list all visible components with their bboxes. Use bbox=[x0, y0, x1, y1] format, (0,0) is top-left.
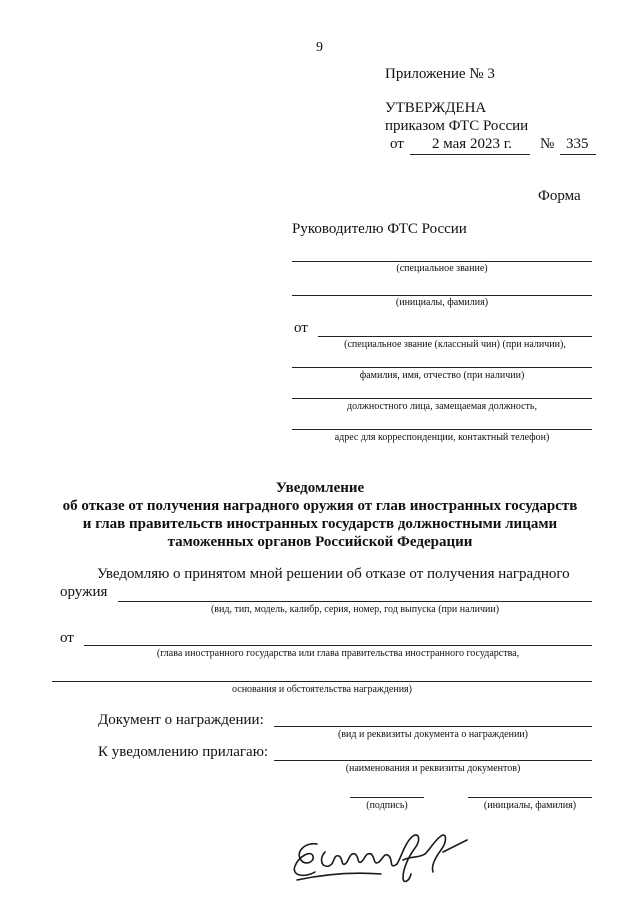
sender-caption-4: адрес для корреспонденции, контактный телефон) bbox=[334, 432, 550, 443]
sender-line-1 bbox=[318, 336, 592, 337]
title-line-1: Уведомление bbox=[275, 480, 365, 496]
sender-caption-1: (специальное звание (классный чин) (при наличии), bbox=[344, 339, 566, 350]
addressee-line-2 bbox=[292, 295, 592, 296]
page-number: 9 bbox=[316, 40, 323, 55]
signature-caption: (подпись) bbox=[366, 800, 408, 811]
title-line-4: таможенных органов Российской Федерации bbox=[167, 534, 473, 550]
order-from-label: от bbox=[390, 136, 404, 152]
order-number-label: № bbox=[540, 136, 555, 152]
initials-line bbox=[468, 797, 592, 798]
grounds-line bbox=[52, 681, 592, 682]
award-doc-label: Документ о награждении: bbox=[98, 712, 264, 728]
handwritten-signature-icon bbox=[285, 822, 485, 888]
sender-line-2 bbox=[292, 367, 592, 368]
sender-caption-3: должностного лица, замещаемая должность, bbox=[347, 401, 537, 412]
award-doc-caption: (вид и реквизиты документа о награждении) bbox=[338, 729, 528, 740]
giver-caption: (глава иностранного государства или глава правительства иностранного государства, bbox=[156, 648, 520, 659]
initials-caption: (инициалы, фамилия) bbox=[483, 800, 577, 811]
order-number-underline bbox=[560, 154, 596, 155]
weapon-line bbox=[118, 601, 592, 602]
appendix-label: Приложение № 3 bbox=[385, 66, 495, 82]
title-line-2: об отказе от получения наградного оружия от глав иностранных государств bbox=[62, 498, 578, 514]
addressee-caption-name: (инициалы, фамилия) bbox=[395, 297, 489, 308]
order-date: 2 мая 2023 г. bbox=[432, 136, 512, 152]
approved-label: УТВЕРЖДЕНА bbox=[385, 100, 487, 116]
order-number: 335 bbox=[566, 136, 589, 152]
form-label: Форма bbox=[538, 188, 581, 204]
addressee-line-1 bbox=[292, 261, 592, 262]
order-of-label: приказом ФТС России bbox=[385, 118, 529, 134]
award-doc-line bbox=[274, 726, 592, 727]
sender-line-3 bbox=[292, 398, 592, 399]
addressee: Руководителю ФТС России bbox=[292, 221, 467, 237]
grounds-caption: основания и обстоятельства награждения) bbox=[232, 684, 412, 695]
signature-line bbox=[350, 797, 424, 798]
sender-caption-2: фамилия, имя, отчество (при наличии) bbox=[359, 370, 525, 381]
giver-from-label: от bbox=[60, 630, 74, 646]
sender-line-4 bbox=[292, 429, 592, 430]
weapon-caption: (вид, тип, модель, калибр, серия, номер, год выпуска (при наличии) bbox=[210, 604, 500, 615]
attachments-caption: (наименования и реквизиты документов) bbox=[345, 763, 521, 774]
order-date-underline bbox=[410, 154, 530, 155]
attachments-label: К уведомлению прилагаю: bbox=[98, 744, 269, 760]
weapon-word: оружия bbox=[60, 584, 108, 600]
sender-from-label: от bbox=[294, 320, 308, 336]
title-line-3: и глав правительств иностранных государств должностными лицами bbox=[82, 516, 558, 532]
attachments-line bbox=[274, 760, 592, 761]
body-sentence-start: Уведомляю о принятом мной решении об отказе от получения наградного bbox=[97, 566, 570, 582]
giver-line bbox=[84, 645, 592, 646]
addressee-caption-rank: (специальное звание) bbox=[396, 263, 488, 274]
